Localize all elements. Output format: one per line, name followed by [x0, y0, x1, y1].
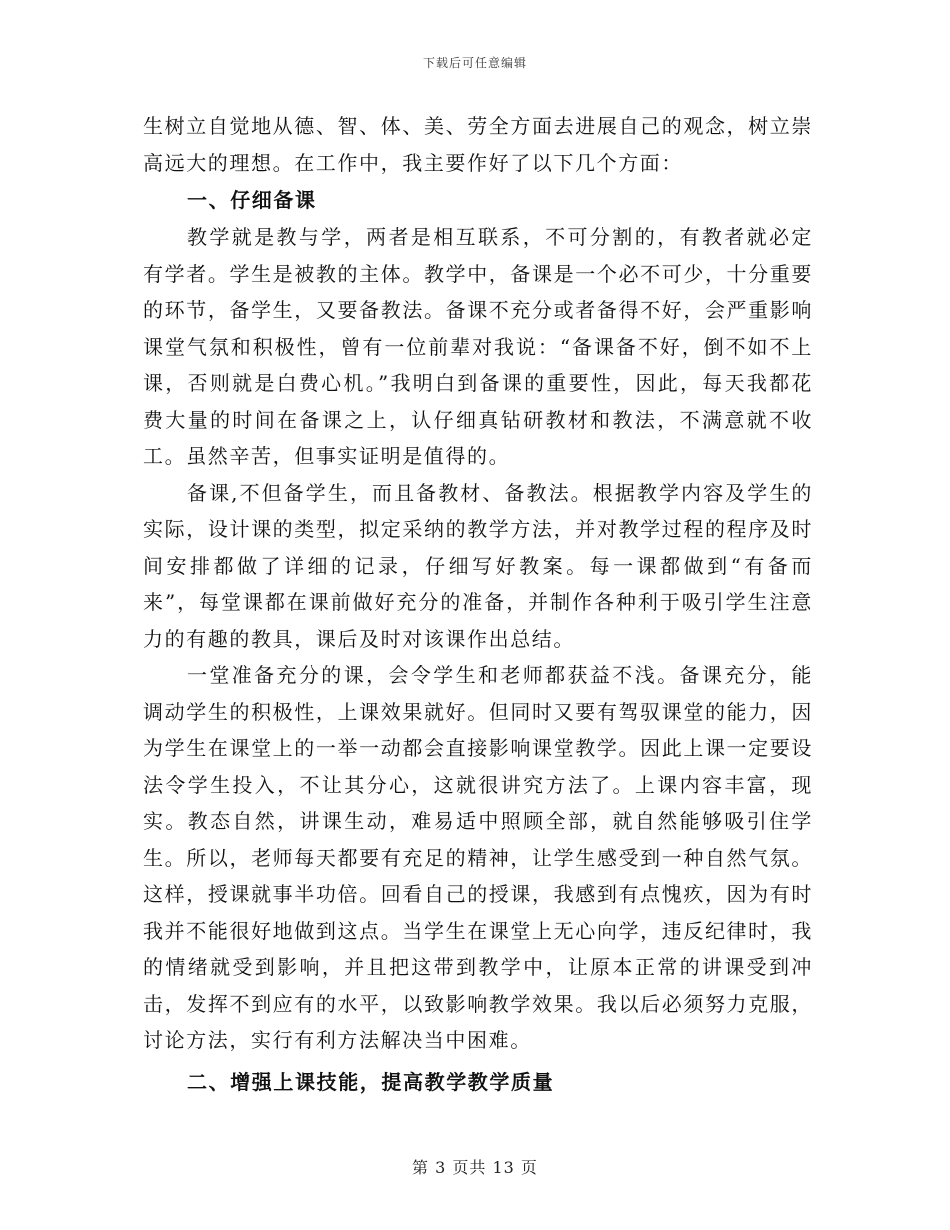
section-heading-2: 二、增强上课技能，提高教学教学质量	[187, 1069, 555, 1094]
section-heading-1: 一、仔细备课	[187, 188, 317, 212]
body-paragraph-1: 教学就是教与学，两者是相互联系，不可分割的，有教者就必定有学者。学生是被教的主体。教学中，备课是一个必不可少，十分重要的环节，备学生，又要备教法。备课不充分或者备得不好，会严重影响课堂气氛和积极性，曾有一位前辈对我说：“备课备不好，倒不如不上课，否则就是白费心机。”我明白到备课的重要性，因此，每天我都花费大量的时间在备课之上，认仔细真钻研教材和教法，不满意就不收工。虽然辛苦，但事实证明是值得的。	[143, 225, 813, 468]
document-body	[143, 108, 813, 1101]
body-paragraph-3: 一堂准备充分的课，会令学生和老师都获益不浅。备课充分，能调动学生的积极性，上课效果就好。但同时又要有驾驭课堂的能力，因为学生在课堂上的一举一动都会直接影响课堂教学。因此上课一定要设法令学生投入，不让其分心，这就很讲究方法了。上课内容丰富，现实。教态自然，讲课生动，难易适中照顾全部，就自然能够吸引住学生。所以，老师每天都要有充足的精神，让学生感受到一种自然气氛。这样，授课就事半功倍。回看自己的授课，我感到有点愧疚，因为有时我并不能很好地做到这点。当学生在课堂上无心向学，违反纪律时，我的情绪就受到影响，并且把这带到教学中，让原本正常的讲课受到冲击，发挥不到应有的水平，以致影响教学效果。我以后必须努力克服，讨论方法，实行有利方法解决当中困难。	[143, 663, 813, 1052]
intro-paragraph: 生树立自觉地从德、智、体、美、劳全方面去进展自己的观念，树立崇高远大的理想。在工作中，我主要作好了以下几个方面：	[143, 114, 813, 175]
body-paragraph-2: 备课,不但备学生，而且备教材、备教法。根据教学内容及学生的实际，设计课的类型，拟定采纳的教学方法，并对教学过程的程序及时间安排都做了详细的记录，仔细写好教案。每一课都做到“有备而来”，每堂课都在课前做好充分的准备，并制作各种利于吸引学生注意力的有趣的教具，课后及时对该课作出总结。	[143, 480, 813, 651]
page-number-footer: 第 3 页共 13 页	[412, 1158, 538, 1177]
header-note: 下载后可任意编辑	[422, 56, 527, 70]
